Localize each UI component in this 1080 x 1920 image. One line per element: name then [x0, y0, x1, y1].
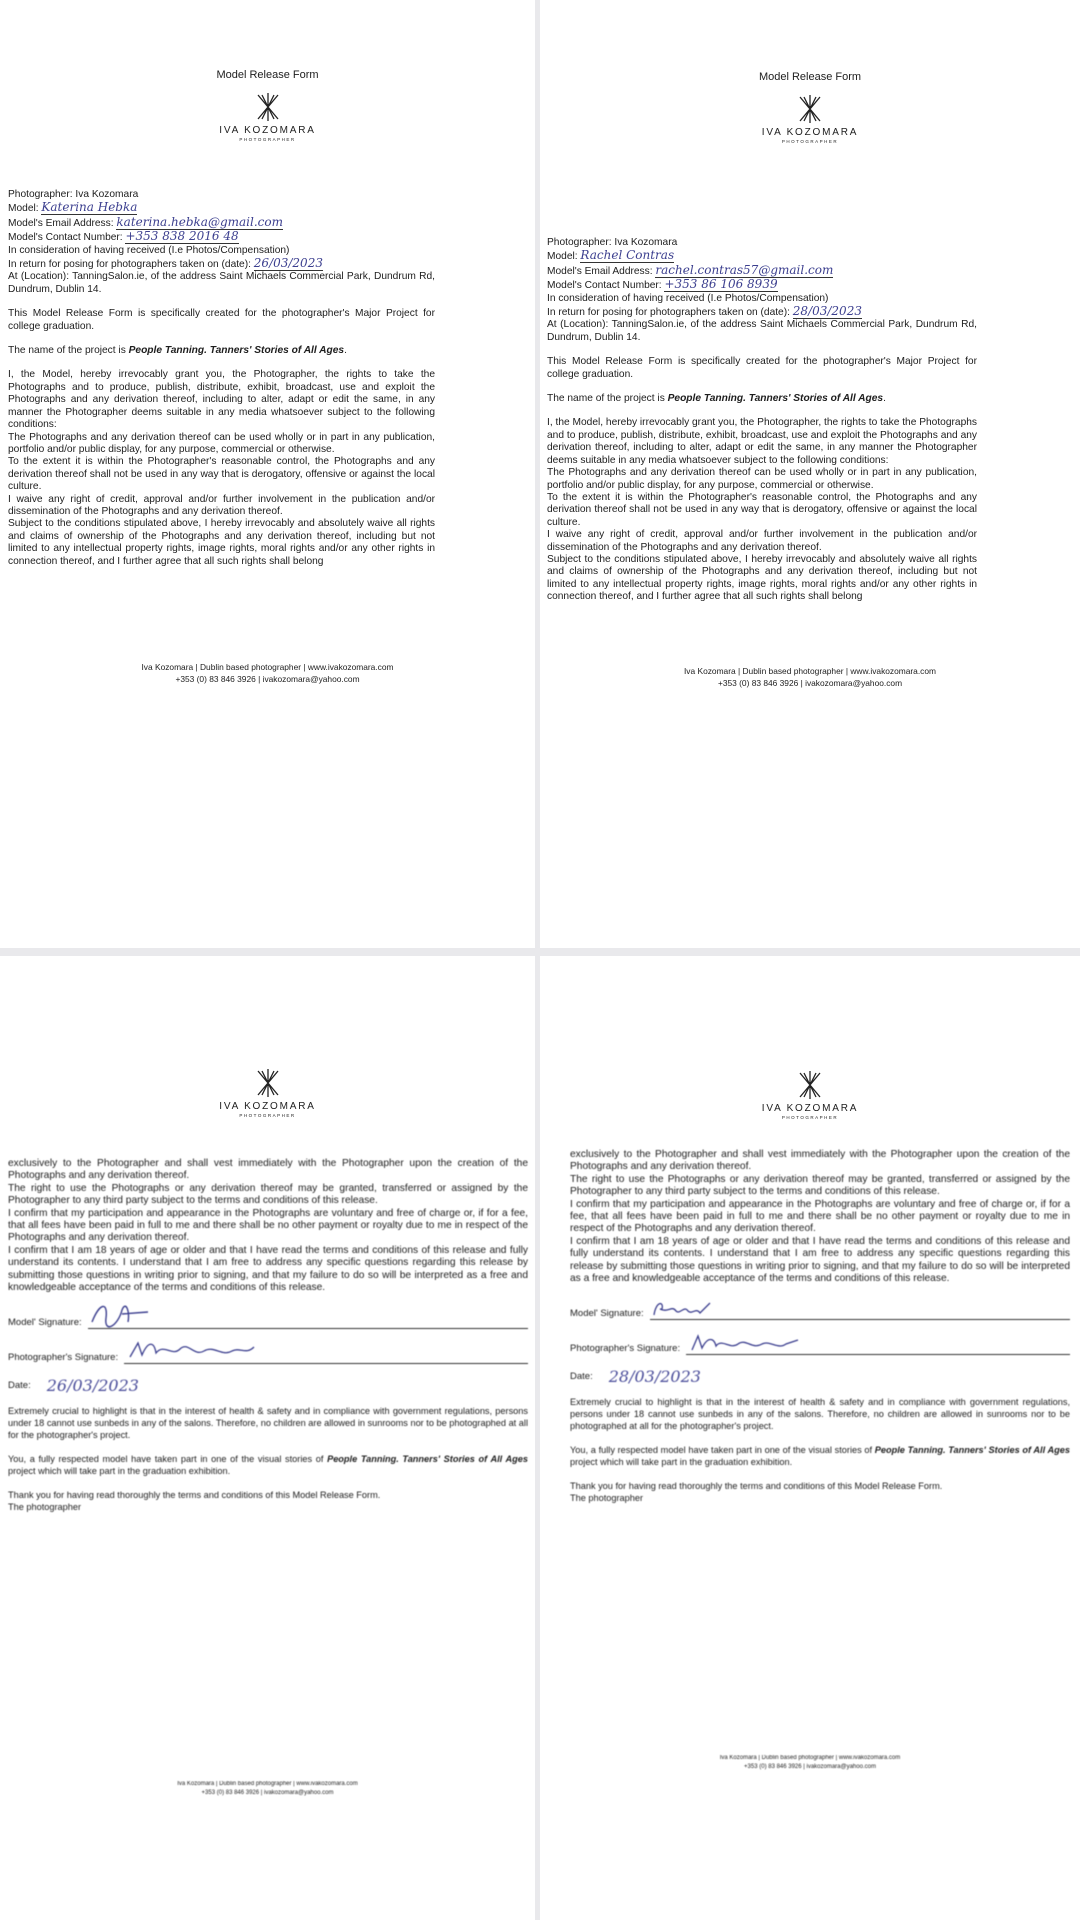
- photographer-signature-label: Photographer's Signature:: [570, 1343, 681, 1355]
- logo: [540, 94, 1080, 144]
- waive-text: I waive any right of credit, approval and/or further involvement in the publication and/or dissemination of the Photographs and any derivation thereof.: [8, 493, 435, 517]
- thanks-text: Thank you for having read thoroughly the terms and conditions of this Model Release Form.: [8, 1489, 381, 1500]
- date-row: [8, 1376, 528, 1396]
- photographer-signature-scribble-icon: [686, 1332, 806, 1354]
- photographer-signature-field: [686, 1332, 1070, 1355]
- logo-subtitle: PHOTOGRAPHER: [239, 137, 296, 142]
- voluntary-text: I confirm that my participation and appearance in the Photographs are voluntary and free of charge or, if for a fee, that all fees have been paid in full to me and there shall be no other payment or royalty due to me in respect of the Photographs and any derivation thereof.: [570, 1198, 1070, 1235]
- model-signature-row: [8, 1306, 528, 1329]
- logo-mark-icon: [253, 1068, 283, 1098]
- release-continued: [570, 1149, 1070, 1504]
- respect-text: You, a fully respected model have taken part in one of the visual stories of People Tanning. Tanners' Stories of All Ages project which will take part in the graduation exhibition.: [8, 1453, 528, 1476]
- date-value: 26/03/2023: [253, 257, 323, 271]
- model-signature-scribble-icon: [88, 1300, 168, 1328]
- logo: [0, 1068, 535, 1118]
- footer-line-2: +353 (0) 83 846 3926 | ivakozomara@yahoo.com: [175, 674, 360, 684]
- model-name-value: Katerina Hebka: [41, 201, 138, 215]
- page-footer: [0, 1780, 535, 1798]
- exclusive-text: exclusively to the Photographer and shall vest immediately with the Photographer upon the creation of the Photographs and any derivation thereof.: [570, 1149, 1070, 1173]
- footer-line-1: Iva Kozomara | Dublin based photographer | www.ivakozomara.com: [719, 1755, 901, 1761]
- model-signature-scribble-icon: [650, 1297, 720, 1319]
- date-label: Date:: [8, 1380, 31, 1392]
- age-text: I confirm that I am 18 years of age or older and that I have read the terms and conditions of this release and fully understand its contents. I understand that I am free to address any specific questions regarding this release by submitting those questions in writing prior to signing, and that my failure to do so will be interpreted as a free and knowledgeable acceptance of the terms and conditions of this release.: [8, 1244, 528, 1294]
- transfer-text: The right to use the Photographs or any derivation thereof may be granted, transferred or assigned by the Photographer to any third party subject to the terms and conditions of this release.: [8, 1182, 528, 1207]
- safety-text: Extremely crucial to highlight is that in the interest of health & safety and in compliance with government regulations, persons under 18 cannot use sunbeds in any of the salons. Therefore, no children are allowed in sunrooms nor to be photographed at all for the photographer's project.: [8, 1405, 528, 1440]
- location-text: At (Location): TanningSalon.ie, of the address Saint Michaels Commercial Park, Dundrum Rd, Dundrum, Dublin 14.: [547, 319, 977, 343]
- footer-line-1: Iva Kozomara | Dublin based photographer | www.ivakozomara.com: [683, 666, 936, 676]
- signoff-text: The photographer: [8, 1501, 82, 1512]
- subject-text: Subject to the conditions stipulated above, I hereby irrevocably and absolutely waive all rights and claims of ownership of the Photographs and any derivation thereof, including but not limited to any intellectual property rights, image rights, moral rights and/or any other rights in connection thereof, and I further agree that all such rights shall belong: [8, 518, 435, 567]
- model-signature-field: [650, 1297, 1070, 1320]
- page-footer: [0, 661, 535, 685]
- consideration-row: In consideration of having received (I.e Photos/Compensation): [8, 244, 290, 256]
- return-row: In return for posing for photographers taken on (date): 28/03/2023: [547, 305, 862, 319]
- return-row: In return for posing for photographers taken on (date): 26/03/2023: [8, 257, 323, 271]
- location-text: At (Location): TanningSalon.ie, of the address Saint Michaels Commercial Park, Dundrum Rd, Dundrum, Dublin 14.: [8, 271, 435, 295]
- date-label: Date:: [570, 1371, 593, 1383]
- logo-subtitle: PHOTOGRAPHER: [239, 1113, 296, 1118]
- contact-row: Model's Contact Number: +353 838 2016 48: [8, 230, 239, 244]
- page-footer: [540, 665, 1080, 689]
- email-row: Model's Email Address: rachel.contras57@gmail.com: [547, 263, 834, 277]
- logo-subtitle: PHOTOGRAPHER: [781, 1115, 839, 1120]
- photographer-signature-label: Photographer's Signature:: [8, 1352, 119, 1364]
- purpose-text: This Model Release Form is specifically created for the photographer's Major Project for college graduation.: [547, 356, 977, 380]
- model-signature-label: Model' Signature:: [570, 1308, 644, 1320]
- logo-name: IVA KOZOMARA: [761, 127, 859, 138]
- sign-date-value: 26/03/2023: [46, 1376, 139, 1396]
- footer-line-2: +353 (0) 83 846 3926 | ivakozomara@yahoo.com: [744, 1764, 876, 1770]
- project-text: The name of the project is People Tanning. Tanners' Stories of All Ages.: [8, 345, 347, 357]
- logo-subtitle: PHOTOGRAPHER: [781, 139, 839, 144]
- voluntary-text: I confirm that my participation and appearance in the Photographs are voluntary and free of charge or, if for a fee, that all fees have been paid in full to me and there shall be no other payment or royalty due to me in respect of the Photographs and any derivation thereof.: [8, 1207, 528, 1244]
- footer-line-2: +353 (0) 83 846 3926 | ivakozomara@yahoo.com: [201, 1790, 334, 1796]
- form-title: Model Release Form: [758, 71, 862, 83]
- email-value: rachel.contras57@gmail.com: [655, 263, 834, 277]
- email-value: katerina.hebka@gmail.com: [116, 215, 283, 229]
- logo-name: IVA KOZOMARA: [761, 1103, 859, 1114]
- signoff-text: The photographer: [570, 1492, 644, 1503]
- logo: [540, 1070, 1080, 1120]
- logo-mark-icon: [795, 1070, 825, 1100]
- model-signature-row: [570, 1297, 1070, 1320]
- model-signature-label: Model' Signature:: [8, 1317, 82, 1329]
- page-footer: [540, 1754, 1080, 1772]
- logo-mark-icon: [253, 92, 283, 122]
- usage-text: The Photographs and any derivation thereof can be used wholly or in part in any publication, portfolio and/or public display, for any purpose, commercial or otherwise.: [8, 431, 435, 455]
- photographer-label: Photographer: Iva Kozomara: [8, 189, 139, 200]
- logo-name: IVA KOZOMARA: [219, 125, 316, 136]
- waive-text: I waive any right of credit, approval and/or further involvement in the publication and/or dissemination of the Photographs and any derivation thereof.: [547, 529, 977, 553]
- grant-text: I, the Model, hereby irrevocably grant you, the Photographer, the rights to take the Photographs and to produce, publish, distribute, exhibit, broadcast, use and exploit the Photographs and any derivation thereof, including to alter, adapt or edit the same, in any manner the Photographer deems suitable in any media whatsoever subject to the following conditions:: [547, 417, 977, 466]
- model-row: Model: Rachel Contras: [547, 249, 675, 263]
- model-name-value: Rachel Contras: [580, 249, 675, 263]
- footer-line-1: Iva Kozomara | Dublin based photographer | www.ivakozomara.com: [177, 1781, 358, 1787]
- photographer-signature-row: [8, 1341, 528, 1364]
- form-title: Model Release Form: [216, 69, 319, 81]
- exclusive-text: exclusively to the Photographer and shall vest immediately with the Photographer upon the creation of the Photographs and any derivation thereof.: [8, 1158, 528, 1182]
- footer-line-1: Iva Kozomara | Dublin based photographer | www.ivakozomara.com: [141, 662, 394, 672]
- age-text: I confirm that I am 18 years of age or older and that I have read the terms and conditions of this release and fully understand its contents. I understand that I am free to address any specific questions regarding this release by submitting those questions in writing prior to signing, and that my failure to do so will be interpreted as a free and knowledgeable acceptance of the terms and conditions of this release.: [570, 1235, 1070, 1285]
- safety-text: Extremely crucial to highlight is that in the interest of health & safety and in compliance with government regulations, persons under 18 cannot use sunbeds in any of the salons. Therefore, no children are allowed in sunrooms nor to be photographed at all for the photographer's project.: [570, 1396, 1070, 1431]
- purpose-text: This Model Release Form is specifically created for the photographer's Major Project for college graduation.: [8, 308, 435, 332]
- photographer-signature-row: [570, 1332, 1070, 1355]
- logo-name: IVA KOZOMARA: [219, 1101, 316, 1112]
- extent-text: To the extent it is within the Photographer's reasonable control, the Photographs and any derivation thereof shall not be used in any way that is derogatory, offensive or against the local culture.: [8, 456, 435, 493]
- model-details: [547, 237, 977, 604]
- contact-value: +353 86 106 8939: [664, 278, 778, 292]
- grant-text: I, the Model, hereby irrevocably grant you, the Photographer, the rights to take the Photographs and to produce, publish, distribute, exhibit, broadcast, use and exploit the Photographs and any derivation thereof, including to alter, adapt or edit the same, in any manner the Photographer deems suitable in any media whatsoever subject to the following conditions:: [8, 369, 435, 431]
- consideration-row: In consideration of having received (I.e Photos/Compensation): [547, 292, 829, 304]
- extent-text: To the extent it is within the Photographer's reasonable control, the Photographs and any derivation thereof shall not be used in any way that is derogatory, offensive or against the local culture.: [547, 491, 977, 528]
- release-page-1-rachel: [540, 0, 1080, 948]
- footer-line-2: +353 (0) 83 846 3926 | ivakozomara@yahoo.com: [717, 678, 903, 688]
- sign-date-value: 28/03/2023: [608, 1367, 701, 1387]
- date-value: 28/03/2023: [792, 305, 862, 319]
- respect-text: You, a fully respected model have taken part in one of the visual stories of People Tanning. Tanners' Stories of All Ages project which will take part in the graduation exhibition.: [570, 1444, 1070, 1467]
- usage-text: The Photographs and any derivation thereof can be used wholly or in part in any publication, portfolio and/or public display, for any purpose, commercial or otherwise.: [547, 467, 977, 491]
- contact-row: Model's Contact Number: +353 86 106 8939: [547, 278, 778, 292]
- model-signature-field: [88, 1306, 528, 1329]
- photographer-signature-field: [124, 1341, 528, 1364]
- release-page-1-katerina: [0, 0, 535, 948]
- transfer-text: The right to use the Photographs or any derivation thereof may be granted, transferred or assigned by the Photographer to any third party subject to the terms and conditions of this release.: [570, 1173, 1070, 1198]
- photographer-signature-scribble-icon: [124, 1337, 264, 1363]
- model-details: [8, 189, 435, 568]
- release-continued: [8, 1158, 528, 1513]
- thanks-text: Thank you for having read thoroughly the terms and conditions of this Model Release Form.: [570, 1480, 943, 1491]
- email-row: Model's Email Address: katerina.hebka@gmail.com: [8, 215, 283, 229]
- photographer-label: Photographer: Iva Kozomara: [547, 237, 678, 248]
- release-page-2-katerina: [0, 956, 535, 1920]
- model-row: Model: Katerina Hebka: [8, 201, 138, 215]
- project-text: The name of the project is People Tanning. Tanners' Stories of All Ages.: [547, 393, 886, 405]
- contact-value: +353 838 2016 48: [125, 230, 239, 244]
- subject-text: Subject to the conditions stipulated above, I hereby irrevocably and absolutely waive all rights and claims of ownership of the Photographs and any derivation thereof, including but not limited to any intellectual property rights, image rights, moral rights and/or any other rights in connection thereof, and I further agree that all such rights shall belong: [547, 553, 977, 603]
- release-page-2-rachel: [540, 956, 1080, 1920]
- logo-mark-icon: [795, 94, 825, 124]
- date-row: [570, 1367, 1070, 1387]
- logo: [0, 92, 535, 142]
